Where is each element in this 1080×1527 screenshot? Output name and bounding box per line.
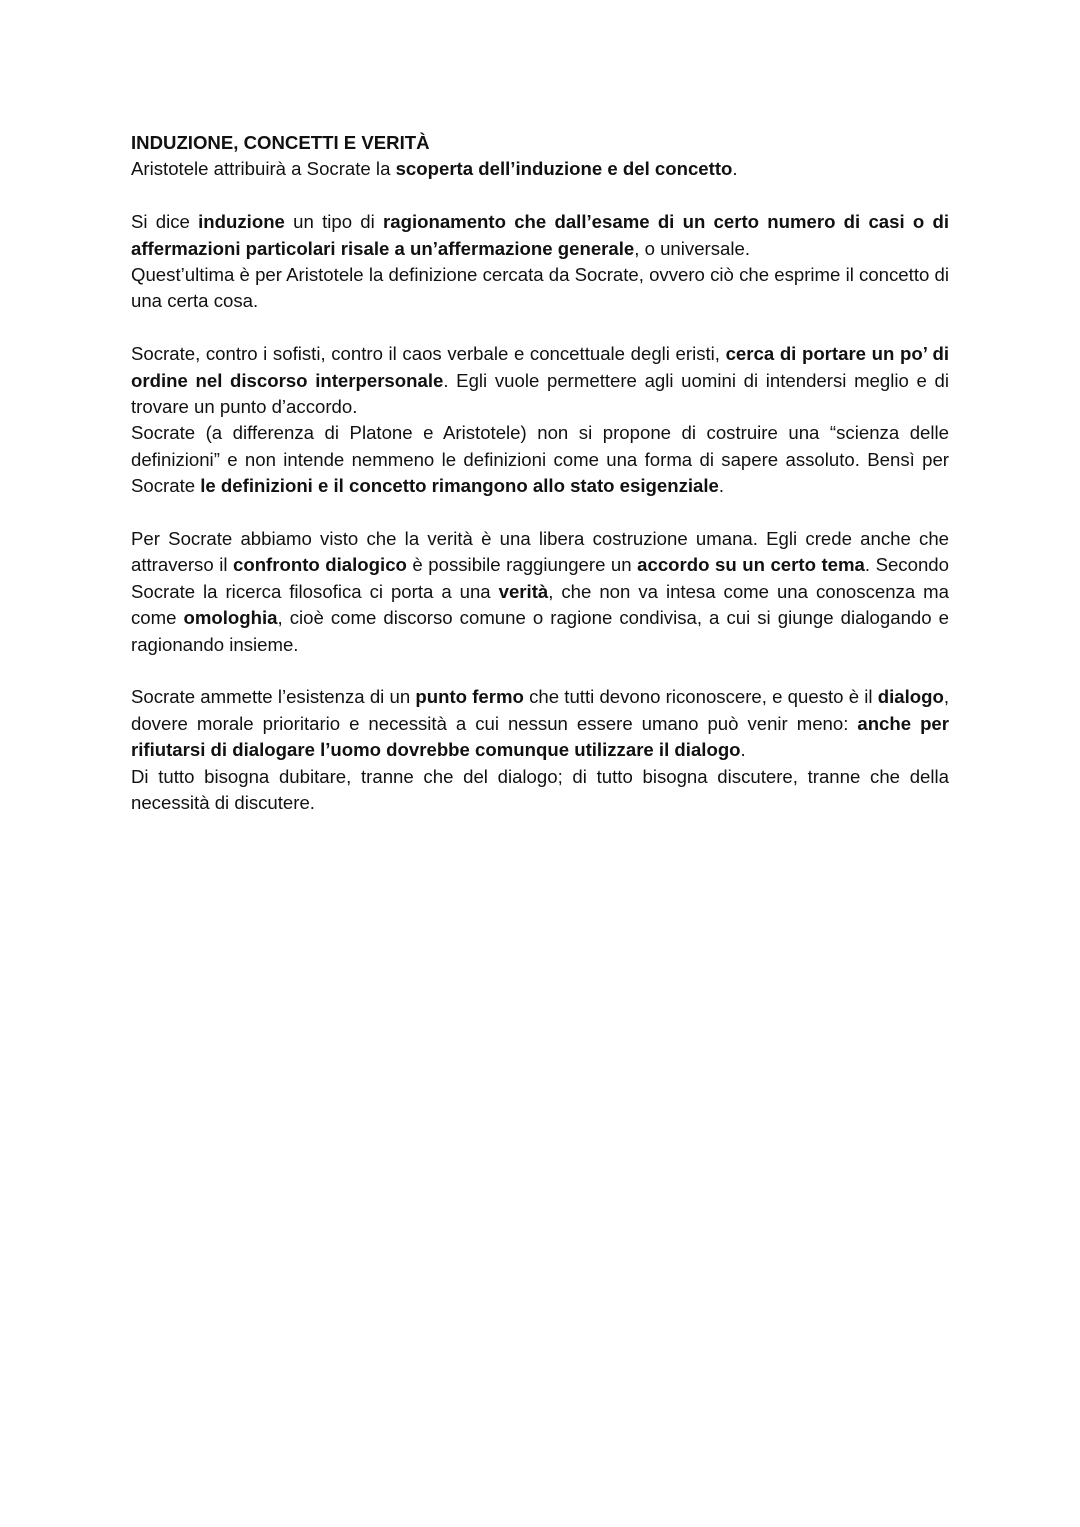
intro-paragraph xyxy=(131,156,949,182)
section-title: INDUZIONE, CONCETTI E VERITÀ xyxy=(131,132,430,153)
paragraph-sofisti xyxy=(131,341,949,420)
intro-bold-1: scoperta dell’induzione e del concetto xyxy=(395,158,733,180)
para6-text-4: . xyxy=(740,739,746,761)
para4-text-2: . xyxy=(718,475,725,497)
para6-bold-1: punto fermo xyxy=(415,686,524,708)
para3-bold-1: cerca di portare un po’ di ordine nel discorso interpersonale xyxy=(131,343,949,391)
para3-text-1: Socrate, contro i sofisti, contro il caos verbale e concettuale degli eristi, xyxy=(131,343,726,365)
document-body xyxy=(131,130,949,817)
para4-text-1: Socrate (a differenza di Platone e Aristotele) non si propone di costruire una “scienza delle definizioni” e non intende nemmeno le definizioni come una forma di sapere assoluto. Bensì per Socrate xyxy=(131,422,949,497)
para6-bold-2: dialogo xyxy=(877,686,944,708)
para7-text-1: Di tutto bisogna dubitare, tranne che del dialogo; di tutto bisogna discutere, tranne che della necessità di discutere. xyxy=(131,765,949,814)
paragraph-spacer xyxy=(131,315,949,341)
paragraph-spacer xyxy=(131,658,949,684)
para5-bold-4: omologhia xyxy=(183,607,278,629)
para5-bold-3: verità xyxy=(498,580,549,602)
para5-text-1: Per Socrate abbiamo visto che la verità è una libera costruzione umana. Egli crede anche che attraverso il xyxy=(131,528,949,576)
para5-bold-1: confronto dialogico xyxy=(233,554,407,576)
para5-text-4: , che non va intesa come una conoscenza ma come xyxy=(131,580,949,629)
para5-bold-2: accordo su un certo tema xyxy=(637,554,865,576)
para6-text-1: Socrate ammette l’esistenza di un xyxy=(131,686,416,708)
paragraph-definizione xyxy=(131,262,949,315)
para3-text-2: . Egli vuole permettere agli uomini di intendersi meglio e di trovare un punto d’accordo. xyxy=(131,369,950,418)
para1-bold-2: ragionamento che dall’esame di un certo numero di casi o di affermazioni particolari risale a un’affermazione generale xyxy=(131,211,950,259)
para6-text-2: che tutti devono riconoscere, e questo è il xyxy=(523,686,878,708)
para4-bold-1: le definizioni e il concetto rimangono allo stato esigenziale xyxy=(200,475,719,497)
para5-text-5: , cioè come discorso comune o ragione condivisa, a cui si giunge dialogando e ragionando insieme. xyxy=(131,607,949,655)
para2-text-1: Quest’ultima è per Aristotele la definizione cercata da Socrate, ovvero ciò che esprime il concetto di una certa cosa. xyxy=(131,264,949,312)
para1-bold-1: induzione xyxy=(198,211,285,233)
para1-text-2: un tipo di xyxy=(284,211,384,233)
intro-text-2: . xyxy=(732,158,738,180)
paragraph-dubitare xyxy=(131,764,949,817)
paragraph-scienza-definizioni xyxy=(131,420,949,499)
para1-text-3: , o universale. xyxy=(634,237,751,259)
intro-text-1: Aristotele attribuirà a Socrate la xyxy=(131,158,396,180)
para6-text-3: , dovere morale prioritario e necessità a cui nessun essere umano può venir meno: xyxy=(131,686,949,734)
paragraph-verita xyxy=(131,526,949,658)
paragraph-punto-fermo xyxy=(131,684,949,763)
paragraph-spacer xyxy=(131,500,949,526)
paragraph-induzione xyxy=(131,209,949,262)
para6-bold-3: anche per rifiutarsi di dialogare l’uomo dovrebbe comunque utilizzare il dialogo xyxy=(131,712,949,761)
paragraph-spacer xyxy=(131,183,949,209)
para5-text-3: . Secondo Socrate la ricerca filosofica ci porta a una xyxy=(131,554,949,602)
para1-text-1: Si dice xyxy=(131,211,199,233)
para5-text-2: è possibile raggiungere un xyxy=(406,554,638,576)
